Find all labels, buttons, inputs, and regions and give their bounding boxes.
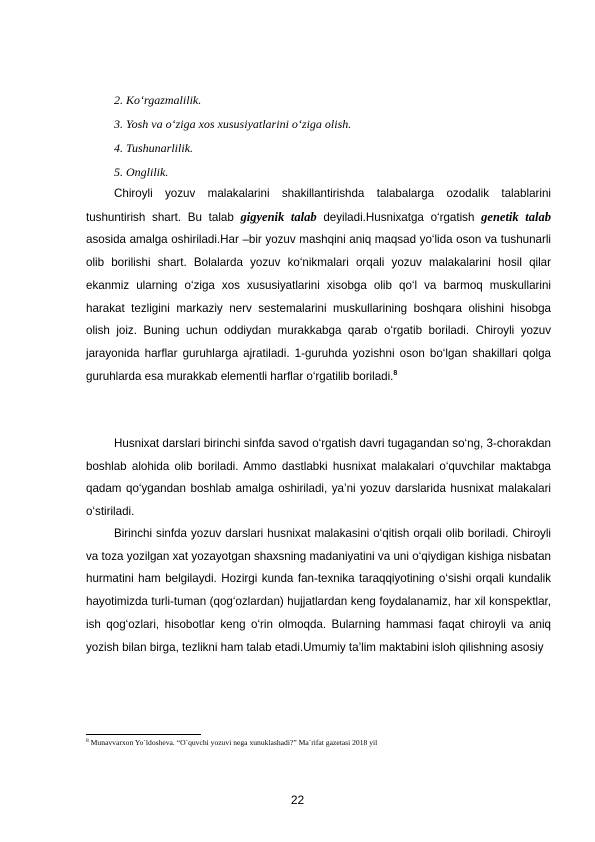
paragraph-text: deyiladi.Husnixatga o‘rgatish	[316, 210, 482, 224]
footnote-reference: 8	[393, 369, 398, 377]
list-item: 2. Ko‘rgazmalilik.	[114, 93, 202, 107]
footnote	[86, 737, 377, 748]
paragraph-calligraphy-lessons: Husnixat darslari birinchi sinfda savod o‘rgatish davri tugagandan so‘ng, 3-chorakdan boshlab alohida olib boriladi. Ammo dastlabki husnixat malakalari o‘quvchilar maktabga qadam qo‘ygandan boshlab amalga oshiriladi, ya’ni yozuv darslarida husnixat malakalari o‘stiriladi.	[86, 437, 551, 519]
paragraph-requirements	[86, 183, 551, 388]
paragraph-text: Chiroyli yozuv malakalarini shakillantirishda talabalarga ozodalik talablarini tushuntirish shart. Bu talab	[86, 187, 551, 224]
footnote-text: Munavvarxon Yo`ldosheva. “O`quvchi yozuvi nega xunuklashadi?” Ma`rifat gazetasi 2018 yil	[88, 738, 378, 747]
footnote-mark: 8	[86, 738, 89, 744]
paragraph-first-grade: Birinchi sinfda yozuv darslari husnixat malakasini o‘qitish orqali olib boriladi. Chiroyli va toza yozilgan xat yozayotgan shaxsning madaniyatini va uni o‘qiydigan kishiga nisbatan hurmatini ham belgilaydi. Hozirgi kunda fan-texnika taraqqiyotining o‘sishi orqali kundalik hayotimizda turli-tuman (qog‘ozlardan) hujjatlardan keng foydalanamiz, har xil konspektlar, ish qog‘ozlari, hisobotlar keng o‘rin olmoqda. Bularning hammasi faqat chiroyli va aniq yozish bilan birga, tezlikni ham talab etadi.Umumiy ta’lim maktabini isloh qilishning asosiy	[86, 527, 551, 654]
page-number: 22	[290, 793, 305, 807]
list-item: 3. Yosh va o‘ziga xos xususiyatlarini o‘ziga olish.	[114, 117, 352, 131]
emphasis-genetic-requirement: genetik talab	[481, 209, 551, 224]
list-item: 4. Tushunarlilik.	[114, 141, 194, 155]
list-item: 5. Onglilik.	[114, 165, 169, 179]
paragraph-text: asosida amalga oshiriladi.Har –bir yozuv mashqini aniq maqsad yo‘lida oson va tushunarli olib borilishi shart. Bolalarda yozuv ko‘nikmalari orqali yozuv malakalarini hosil qilar ekanmiz ularning o‘ziga xos xususiyatlarini xisobga olib qo‘l va barmoq muskullarini harakat tezligini markaziy nerv sestemalarini muskullarining boshqara olishini hisobga olish joiz. Buning uchun oddiydan murakkabga qarab o‘rgatib boriladi. Chiroyli yozuv jarayonida harflar guruhlarga ajratiladi. 1-guruhda yozishni oson bo‘lgan shakillari qolga guruhlarda esa murakkab elementli harflar o‘rgatilib boriladi.	[86, 233, 551, 383]
footnote-divider	[86, 734, 201, 735]
emphasis-hygienic-requirement: gigyenik talab	[240, 209, 317, 224]
